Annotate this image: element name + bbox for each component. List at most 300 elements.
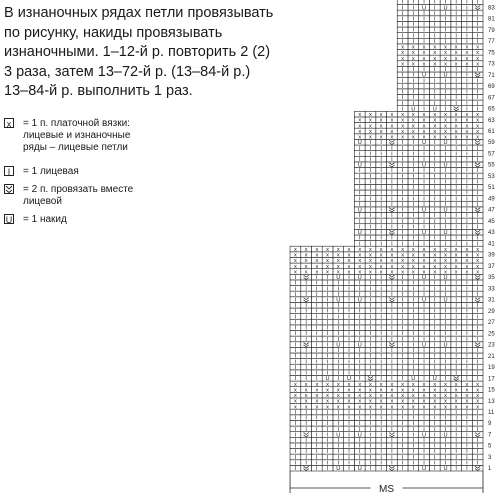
garter-stitch-icon: x (444, 404, 447, 411)
garter-stitch-icon: x (411, 50, 415, 57)
knit-stitch-icon: I (433, 230, 436, 237)
knit-stitch-icon: I (348, 280, 350, 287)
garter-symbol-icon: x (4, 118, 14, 128)
knit-stitch-icon: I (348, 308, 350, 315)
knit-stitch-icon: I (444, 10, 447, 17)
knit-stitch-icon: I (423, 179, 425, 186)
knit-stitch-icon: I (380, 230, 382, 237)
knit-stitch-icon: I (423, 308, 425, 315)
knit-stitch-icon: I (348, 426, 350, 433)
knit-stitch-icon: I (348, 275, 350, 282)
knit-stitch-icon: I (348, 443, 350, 450)
garter-stitch-icon: x (433, 252, 437, 259)
knit-stitch-icon: I (455, 145, 457, 152)
knit-stitch-icon: I (380, 156, 382, 163)
knit-stitch-icon: I (423, 353, 425, 360)
knit-stitch-icon: I (466, 275, 468, 282)
knit-stitch-icon: I (391, 325, 393, 332)
instruction-line: изнаночными. 1–12-й р. повторить 2 (2) (4, 44, 271, 61)
garter-stitch-icon: x (294, 387, 297, 394)
knit-stitch-icon: I (337, 415, 340, 422)
garter-stitch-icon: x (304, 398, 308, 405)
knit-stitch-icon: I (380, 218, 382, 225)
knit-stitch-icon: I (412, 415, 415, 422)
knit-stitch-icon: I (476, 0, 479, 6)
knit-stitch-icon: I (358, 151, 361, 158)
knit-stitch-icon: I (391, 151, 393, 158)
knit-stitch-icon: I (423, 314, 425, 321)
garter-stitch-icon: x (476, 252, 480, 259)
knit-stitch-icon: I (433, 168, 436, 175)
knit-stitch-icon: I (391, 185, 393, 192)
knit-stitch-icon: I (294, 409, 297, 416)
knit-stitch-icon: I (476, 426, 479, 433)
yarnover-icon: U (357, 297, 362, 304)
garter-stitch-icon: x (454, 269, 458, 276)
knit-stitch-icon: I (423, 168, 425, 175)
row-number: 15 (488, 387, 495, 394)
garter-stitch-icon: x (411, 269, 415, 276)
knit-stitch-icon: I (444, 196, 447, 203)
knit-stitch-icon: I (316, 415, 318, 422)
row-number: 83 (488, 5, 495, 12)
knit-stitch-icon: I (412, 437, 415, 444)
yarnover-icon: U (422, 342, 427, 349)
knit-stitch-icon: I (466, 336, 468, 343)
garter-stitch-icon: x (294, 381, 297, 388)
knit-stitch-icon: I (358, 224, 361, 231)
knit-stitch-icon: I (412, 308, 415, 315)
knit-stitch-icon: I (391, 286, 393, 293)
knit-stitch-icon: I (466, 286, 468, 293)
knit-stitch-icon: I (401, 359, 404, 366)
knit-stitch-icon: I (466, 348, 468, 355)
knit-stitch-icon: I (294, 325, 297, 332)
garter-stitch-icon: x (454, 387, 458, 394)
knit-stitch-icon: I (391, 173, 393, 180)
garter-stitch-icon: x (390, 393, 394, 400)
instruction-line: 3 раза, затем 13–72-й р. (13–84-й р.) (4, 63, 251, 80)
knit-stitch-icon: I (401, 67, 404, 74)
knit-stitch-icon: I (412, 319, 415, 326)
knit-stitch-icon: I (455, 314, 457, 321)
knit-stitch-icon: I (412, 280, 415, 287)
garter-stitch-icon: x (304, 246, 308, 253)
garter-stitch-icon: x (411, 258, 415, 265)
yarnover-icon: U (336, 466, 341, 473)
garter-stitch-icon: x (476, 112, 480, 119)
knit-stitch-icon: I (401, 95, 404, 102)
knit-stitch-icon: I (476, 22, 479, 29)
knit-stitch-icon: I (476, 314, 479, 321)
knit-stitch-icon: I (444, 156, 447, 163)
knit-stitch-icon: I (444, 83, 447, 90)
knit-stitch-icon: I (455, 443, 457, 450)
knit-stitch-icon: I (412, 218, 415, 225)
knit-stitch-icon: I (348, 449, 350, 456)
knit-stitch-icon: I (423, 376, 425, 383)
knit-stitch-icon: I (433, 426, 436, 433)
garter-stitch-icon: x (390, 112, 394, 119)
knit-stitch-icon: I (476, 89, 479, 96)
knit-stitch-icon: I (444, 67, 447, 74)
knit-stitch-icon: I (455, 308, 457, 315)
knit-stitch-icon: I (348, 415, 350, 422)
row-number: 5 (488, 443, 492, 450)
knit-stitch-icon: I (466, 224, 468, 231)
knit-stitch-icon: I (476, 16, 479, 23)
knit-stitch-icon: I (358, 364, 361, 371)
knit-stitch-icon: I (401, 145, 404, 152)
knit-stitch-icon: I (369, 201, 372, 208)
garter-stitch-icon: x (401, 252, 404, 259)
garter-stitch-icon: x (433, 398, 437, 405)
knit-stitch-icon: I (305, 460, 307, 467)
knit-stitch-icon: I (476, 364, 479, 371)
knit-stitch-icon: I (412, 16, 415, 23)
chart-cell (472, 302, 483, 309)
knit-stitch-icon: I (412, 5, 415, 12)
knit-stitch-icon: I (455, 78, 457, 85)
knit-stitch-icon: I (401, 319, 404, 326)
knit-stitch-icon: I (433, 336, 436, 343)
yarnover-icon: U (443, 162, 448, 169)
knit-stitch-icon: I (391, 241, 393, 248)
garter-stitch-icon: x (465, 134, 469, 141)
yarnover-icon: U (336, 432, 341, 439)
chart-cell (376, 111, 387, 118)
garter-stitch-icon: x (422, 252, 426, 259)
chart-cell (387, 145, 398, 152)
knit-stitch-icon: I (305, 437, 307, 444)
garter-stitch-icon: x (369, 269, 372, 276)
row-number: 41 (488, 241, 495, 248)
knit-stitch-icon: I (476, 331, 479, 338)
knit-stitch-icon: I (358, 156, 361, 163)
knit-stitch-icon: I (423, 0, 425, 6)
garter-stitch-icon: x (433, 55, 437, 62)
knit-stitch-icon: I (466, 10, 468, 17)
knit-stitch-icon: I (294, 449, 297, 456)
knit-stitch-icon: I (476, 359, 479, 366)
yarnover-icon: U (357, 162, 362, 169)
knit-stitch-icon: I (455, 325, 457, 332)
knit-stitch-icon: I (305, 415, 307, 422)
knit-stitch-icon: I (455, 33, 457, 40)
knit-stitch-icon: I (433, 67, 436, 74)
knit-stitch-icon: I (412, 100, 415, 107)
knit-stitch-icon: I (326, 454, 329, 461)
knit-stitch-icon: I (455, 460, 457, 467)
knit-stitch-icon: I (380, 297, 382, 304)
garter-stitch-icon: x (326, 258, 329, 265)
knit-stitch-icon: I (466, 443, 468, 450)
knit-stitch-icon: I (316, 314, 318, 321)
knit-stitch-icon: I (401, 286, 404, 293)
knit-stitch-icon: I (358, 213, 361, 220)
knit-stitch-icon: I (305, 303, 307, 310)
knit-stitch-icon: I (401, 460, 404, 467)
knit-stitch-icon: I (423, 286, 425, 293)
garter-stitch-icon: x (433, 50, 437, 57)
knit-stitch-icon: I (444, 235, 447, 242)
row-number: 53 (488, 173, 495, 180)
knit-stitch-icon: I (369, 291, 372, 298)
knit-stitch-icon: I (380, 235, 382, 242)
chart-cell (333, 246, 344, 253)
chart-cell (440, 0, 451, 6)
knit-stitch-icon: I (476, 173, 479, 180)
knit-stitch-icon: I (358, 201, 361, 208)
garter-stitch-icon: x (390, 263, 394, 270)
knit-stitch-icon: I (476, 421, 479, 428)
garter-stitch-icon: x (315, 393, 319, 400)
garter-stitch-icon: x (401, 44, 404, 51)
garter-stitch-icon: x (358, 117, 362, 124)
knit-stitch-icon: I (455, 426, 457, 433)
knit-stitch-icon: I (358, 235, 361, 242)
garter-stitch-icon: x (390, 252, 394, 259)
garter-stitch-icon: x (454, 123, 458, 130)
legend-garter-text: ряды – лицевые петли (23, 142, 128, 153)
knit-stitch-icon: I (380, 241, 382, 248)
garter-stitch-icon: x (401, 381, 404, 388)
knit-stitch-icon: I (369, 426, 372, 433)
garter-stitch-icon: x (326, 381, 329, 388)
knit-stitch-icon: I (401, 83, 404, 90)
knit-stitch-icon: I (401, 156, 404, 163)
knit-stitch-icon: I (348, 336, 350, 343)
knit-stitch-icon: I (412, 409, 415, 416)
garter-stitch-icon: x (433, 44, 437, 51)
ms-label: MS (379, 484, 395, 495)
knit-stitch-icon: I (444, 106, 447, 113)
knit-stitch-icon: I (391, 359, 393, 366)
chart-cell (387, 212, 398, 219)
knit-stitch-icon: I (433, 16, 436, 23)
knit-stitch-icon: I (358, 460, 361, 467)
knit-stitch-icon: I (444, 319, 447, 326)
knit-stitch-icon: I (401, 466, 404, 473)
garter-stitch-icon: x (476, 269, 480, 276)
knit-stitch-icon: I (412, 78, 415, 85)
knit-stitch-icon: I (305, 370, 307, 377)
knit-stitch-icon: I (358, 291, 361, 298)
garter-stitch-icon: x (390, 246, 394, 253)
knit-stitch-icon: I (423, 303, 425, 310)
knit-stitch-icon: I (423, 201, 425, 208)
knit-stitch-icon: I (369, 319, 372, 326)
knit-stitch-icon: I (433, 201, 436, 208)
knit-stitch-icon: I (337, 325, 340, 332)
knit-stitch-icon: I (466, 106, 468, 113)
knit-stitch-icon: I (466, 168, 468, 175)
knit-stitch-icon: I (455, 303, 457, 310)
knit-stitch-icon: I (412, 275, 415, 282)
instruction-line: по рисунку, накиды провязывать (4, 24, 223, 41)
knit-stitch-icon: I (358, 196, 361, 203)
knit-stitch-icon: I (412, 33, 415, 40)
row-number: 17 (488, 376, 495, 383)
garter-stitch-icon: x (390, 398, 394, 405)
knit-stitch-icon: I (476, 241, 479, 248)
knit-stitch-icon: I (294, 275, 297, 282)
knit-stitch-icon: I (369, 145, 372, 152)
garter-stitch-icon: x (454, 398, 458, 405)
knit-stitch-icon: I (401, 213, 404, 220)
knit-stitch-icon: I (476, 78, 479, 85)
knit-stitch-icon: I (305, 331, 307, 338)
knit-stitch-icon: I (316, 449, 318, 456)
knit-stitch-icon: I (380, 443, 382, 450)
garter-stitch-icon: x (315, 258, 319, 265)
yarnover-icon: U (357, 275, 362, 282)
knit-stitch-icon: I (401, 168, 404, 175)
knit-stitch-icon: I (444, 179, 447, 186)
garter-stitch-icon: x (401, 398, 404, 405)
knit-stitch-icon: I (337, 353, 340, 360)
garter-stitch-icon: x (336, 252, 340, 259)
knit-stitch-icon: I (326, 336, 329, 343)
knit-stitch-icon: I (423, 83, 425, 90)
knit-stitch-icon: I (391, 291, 393, 298)
garter-stitch-icon: x (294, 404, 297, 411)
knit-stitch-icon: I (412, 421, 415, 428)
knit-stitch-icon: I (423, 421, 425, 428)
knit-stitch-icon: I (294, 370, 297, 377)
knit-stitch-icon: I (401, 218, 404, 225)
yarnover-icon: U (443, 5, 448, 12)
knit-stitch-icon: I (305, 364, 307, 371)
chart-cell (451, 0, 462, 6)
knit-stitch-icon: I (433, 156, 436, 163)
knit-stitch-icon: I (358, 308, 361, 315)
knit-stitch-icon: I (476, 213, 479, 220)
knit-stitch-icon: I (337, 364, 340, 371)
knit-stitch-icon: I (380, 201, 382, 208)
knit-stitch-icon: I (466, 415, 468, 422)
knit-stitch-icon: I (316, 280, 318, 287)
chart-cell (472, 168, 483, 175)
knit-stitch-icon: I (369, 241, 372, 248)
garter-stitch-icon: x (294, 258, 297, 265)
knit-stitch-icon: I (401, 303, 404, 310)
knit-stitch-icon: I (305, 314, 307, 321)
garter-stitch-icon: x (304, 258, 308, 265)
knit-stitch-icon: I (455, 370, 457, 377)
knit-stitch-icon: I (423, 280, 425, 287)
knit-stitch-icon: I (294, 359, 297, 366)
garter-stitch-icon: x (476, 381, 480, 388)
garter-stitch-icon: x (390, 128, 394, 135)
garter-stitch-icon: x (476, 258, 480, 265)
knit-stitch-icon: I (391, 437, 393, 444)
knit-stitch-icon: I (433, 325, 436, 332)
knit-stitch-icon: I (455, 38, 457, 45)
knit-stitch-icon: I (337, 449, 340, 456)
knit-stitch-icon: I (401, 342, 404, 349)
knit-stitch-icon: I (433, 207, 436, 214)
garter-stitch-icon: x (336, 398, 340, 405)
knit-stitch-icon: I (326, 460, 329, 467)
knit-stitch-icon: I (423, 325, 425, 332)
knit-stitch-icon: I (401, 291, 404, 298)
garter-stitch-icon: x (476, 128, 480, 135)
knit-stitch-icon: I (455, 331, 457, 338)
knit-stitch-icon: I (412, 162, 415, 169)
garter-stitch-icon: x (433, 258, 437, 265)
knit-stitch-icon: I (476, 291, 479, 298)
garter-stitch-icon: x (379, 393, 383, 400)
knit-stitch-icon: I (412, 426, 415, 433)
knit-stitch-icon: I (326, 421, 329, 428)
row-number: 55 (488, 162, 495, 169)
knit-stitch-icon: I (380, 426, 382, 433)
garter-stitch-icon: x (465, 269, 469, 276)
knit-stitch-icon: I (466, 235, 468, 242)
garter-stitch-icon: x (465, 55, 469, 62)
knit-stitch-icon: I (358, 443, 361, 450)
garter-stitch-icon: x (315, 404, 319, 411)
knit-stitch-icon: I (444, 286, 447, 293)
knit-stitch-icon: I (294, 280, 297, 287)
knit-stitch-icon: I (348, 348, 350, 355)
garter-stitch-icon: x (326, 263, 329, 270)
knit-stitch-icon: I (433, 275, 436, 282)
knit-stitch-icon: I (433, 151, 436, 158)
garter-stitch-icon: x (411, 398, 415, 405)
garter-stitch-icon: x (401, 246, 404, 253)
knit-stitch-icon: I (466, 376, 468, 383)
yarnover-icon: U (432, 106, 437, 113)
knit-stitch-icon: I (294, 303, 297, 310)
knit-stitch-icon: I (423, 78, 425, 85)
knit-stitch-icon: I (423, 359, 425, 366)
chart-cell (472, 437, 483, 444)
garter-stitch-icon: x (304, 269, 308, 276)
knit-stitch-icon: I (294, 286, 297, 293)
knit-stitch-icon: I (358, 319, 361, 326)
knit-stitch-icon: I (369, 342, 372, 349)
knit-stitch-icon: I (412, 145, 415, 152)
knit-stitch-icon: I (444, 185, 447, 192)
knit-stitch-icon: I (316, 376, 318, 383)
knit-stitch-icon: I (455, 156, 457, 163)
knit-stitch-icon: I (466, 201, 468, 208)
knit-stitch-icon: I (455, 241, 457, 248)
garter-stitch-icon: x (358, 263, 362, 270)
knit-stitch-icon: I (433, 437, 436, 444)
garter-stitch-icon: x (326, 398, 329, 405)
knit-stitch-icon: I (444, 38, 447, 45)
knit-stitch-icon: I (423, 33, 425, 40)
knit-stitch-icon: I (380, 370, 382, 377)
chart-cell (387, 280, 398, 287)
knit-stitch-icon: I (337, 443, 340, 450)
knit-stitch-icon: I (337, 359, 340, 366)
knit-stitch-icon: I (412, 173, 415, 180)
knit-stitch-icon: I (294, 314, 297, 321)
knit-stitch-icon: I (305, 421, 307, 428)
knit-stitch-icon: I (391, 280, 393, 287)
garter-stitch-icon: x (379, 404, 383, 411)
knit-stitch-icon: I (380, 168, 382, 175)
knit-stitch-icon: I (423, 173, 425, 180)
chart-cell (472, 235, 483, 242)
knit-stitch-icon: I (466, 460, 468, 467)
knit-stitch-icon: I (433, 179, 436, 186)
knit-stitch-icon: I (380, 185, 382, 192)
